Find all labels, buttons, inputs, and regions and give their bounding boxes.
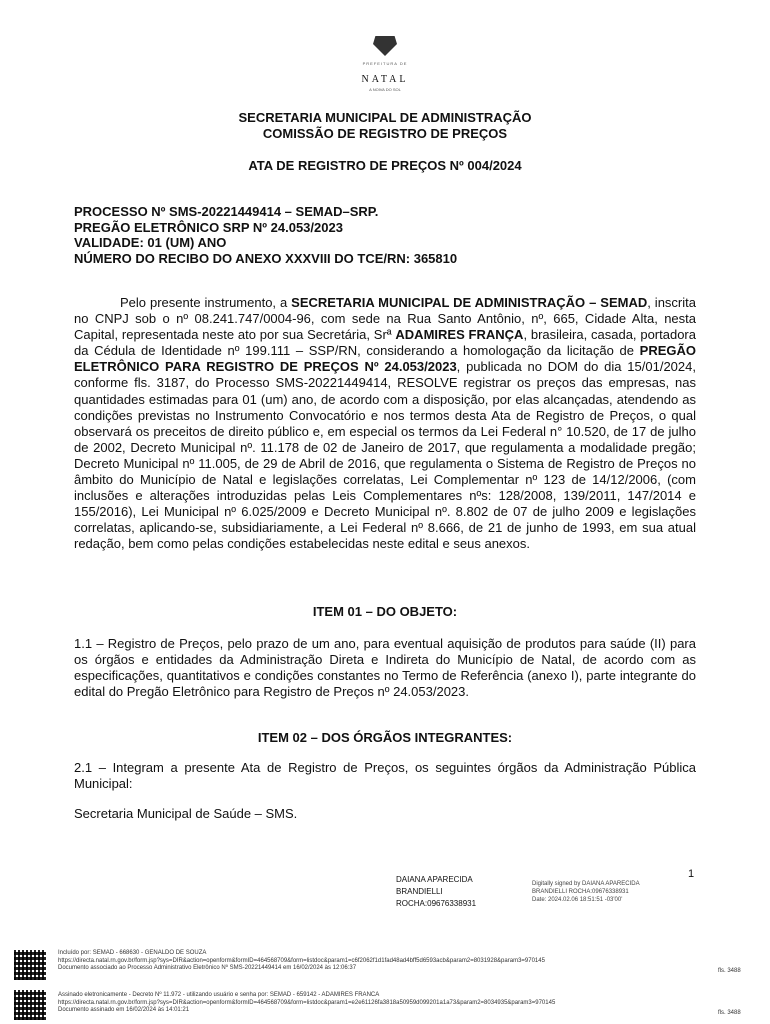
footer-signed	[58, 992, 738, 1015]
signer-name-3: ROCHA:09676338931	[396, 899, 477, 908]
footer2-link[interactable]: https://directa.natal.rn.gov.br/form.jsp?sys=DIR&action=openform&formID=464568709&form=listdoc&param1=e2e61126fa3818a50959d099201a1a73&param2=8034935&param3=970145	[58, 999, 556, 1006]
signer-name-2: BRANDIELLI	[396, 887, 443, 896]
natal-logo	[0, 36, 770, 92]
intro-text-3: , brasileira, casada, portadora da Cédula de Identidade nº 199.111 – SSP/RN, considerando a homologação da licitação de	[74, 327, 696, 359]
intro-text-4: , publicada no DOM do dia 15/01/2024, conforme fls. 3187, do Processo SMS-20221449414, RESOLVE registrar os preços das empresas, nas quantidades estimadas para 01 (um) ano, de acordo com a disposição, por elas alcançadas, atendendo as condições previstas no Instrumento Convocatório e nos termos desta Ata de Registro de Preços, o qual observará os preceitos de direito público e, em especial os termos da Lei Federal n° 10.520, de 17 de julho de 2002, Decreto Municipal nº. 11.178 de 02 de Janeiro de 2017, que regulamenta a modalidade pregão; Decreto Municipal nº 11.005, de 29 de Abril de 2016, que regulamenta o Sistema de Registro de Preços no âmbito do Município de Natal e legislações correlatas, Lei Complementar nº 123 de 14/12/2006, (com inclusões e alterações introduzidas pelas Leis Complementares nºs: 128/2008, 139/2011, 147/2014 e 155/2016), Lei Municipal nº 6.025/2009 e Decreto Municipal nº. 8.802 de 07 de julho 2009 e legislações correlatas, aplicando-se, subsidiariamente, a Lei Federal nº 8.666, de 21 de junho de 1993, em sua atual redação, bem como pelas condições estabelecidas neste edital e seus anexos.	[74, 359, 696, 552]
qr-code-icon	[14, 990, 46, 1020]
footer1-link[interactable]: https://directa.natal.rn.gov.br/form.jsp?sys=DIR&action=openform&formID=464568709&form=listdoc&param1=c6f2062f1d1fad48ad4bff5d6593acb&param2=8031928&param3=970145	[58, 957, 545, 964]
header-line1: SECRETARIA MUNICIPAL DE ADMINISTRAÇÃO	[238, 110, 532, 125]
logo-name: NATAL	[361, 74, 409, 85]
item1-text: 1.1 – Registro de Preços, pelo prazo de um ano, para eventual aquisição de produtos para saúde (II) para os órgãos e entidades da Administração Direta e Indireta do Município de Natal, de acordo com as especificações, quantitativos e condições constantes no Termo de Referência (anexo I), parte integrante do edital do Pregão Eletrônico para Registro de Preços nº 24.053/2023.	[74, 636, 696, 700]
receipt-number: NÚMERO DO RECIBO DO ANEXO XXXVIII DO TCE/RN: 365810	[74, 250, 458, 266]
validity: VALIDADE: 01 (UM) ANO	[74, 235, 227, 250]
digital-signature-info	[532, 880, 640, 904]
process-info	[74, 204, 696, 266]
fls-label-1: fls. 3488	[718, 968, 741, 974]
digital-sig-line-3: Date: 2024.02.06 18:51:51 -03'00'	[532, 897, 623, 903]
header-line2: COMISSÃO DE REGISTRO DE PREÇOS	[262, 126, 508, 141]
item1-title: ITEM 01 – DO OBJETO:	[312, 604, 458, 619]
signature-block	[396, 874, 476, 910]
logo-prefix: PREFEITURA DE	[362, 61, 408, 66]
footer1-line-3: Documento associado ao Processo Administrativo Eletrônico Nº SMS-20221449414 em 16/02/2024 às 12:06:37	[58, 965, 357, 971]
intro-paragraph	[74, 295, 696, 553]
item2-org: Secretaria Municipal de Saúde – SMS.	[74, 806, 298, 821]
footer1-line-1: Incluído por: SEMAD - 668630 - GENALDO DE SOUZA	[58, 950, 207, 956]
intro-pregao: PREGÃO ELETRÔNICO PARA REGISTRO DE PREÇOS Nº 24.053/2023	[74, 343, 696, 375]
city-crest-icon	[373, 36, 397, 56]
item2-title: ITEM 02 – DOS ÓRGÃOS INTEGRANTES:	[257, 730, 513, 745]
digital-sig-line-1: Digitally signed by DAIANA APARECIDA	[532, 881, 640, 887]
ata-title: ATA DE REGISTRO DE PREÇOS Nº 004/2024	[248, 158, 522, 173]
fls-label-2: fls. 3488	[718, 1010, 741, 1016]
page-number: 1	[688, 868, 695, 880]
process-number: PROCESSO Nº SMS-20221449414 – SEMAD–SRP.	[74, 204, 379, 219]
item2-text: 2.1 – Integram a presente Ata de Registro de Preços, os seguintes órgãos da Administração Pública Municipal:	[74, 760, 696, 792]
footer-included	[58, 950, 738, 973]
pregao-number: PREGÃO ELETRÔNICO SRP Nº 24.053/2023	[74, 219, 343, 235]
digital-sig-line-2: BRANDIELLI ROCHA:09676338931	[532, 889, 629, 895]
signer-name-1: DAIANA APARECIDA	[396, 875, 473, 884]
footer2-line-1: Assinado eletronicamente - Decreto Nº 11.972 - utilizando usuário e senha por: SEMAD - 659142 - ADAMIRES FRANCA	[58, 992, 380, 998]
intro-semad: SECRETARIA MUNICIPAL DE ADMINISTRAÇÃO – SEMAD	[291, 295, 648, 310]
footer2-line-3: Documento assinado em 16/02/2024 às 14:01:21	[58, 1007, 190, 1013]
qr-code-icon	[14, 950, 46, 980]
intro-text-1: Pelo presente instrumento, a	[120, 295, 292, 310]
intro-text-2: , inscrita no CNPJ sob o nº 08.241.747/0004-96, com sede na Rua Santo Antônio, nº, 665, Cidade Alta, nesta Capital, representada neste ato por sua Secretária, Srª	[74, 295, 696, 343]
logo-tagline: A NOIVA DO SOL	[369, 87, 401, 92]
intro-secretary-name: ADAMIRES FRANÇA	[395, 327, 524, 343]
